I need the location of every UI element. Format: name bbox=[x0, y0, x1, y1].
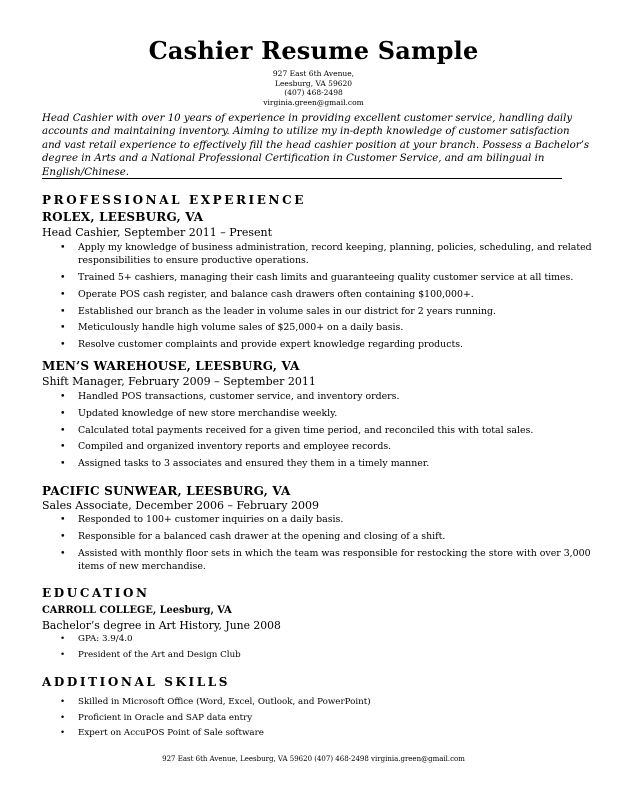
job-bullets bbox=[42, 241, 602, 355]
list-item: • Assigned tasks to 3 associates and ensured they them in a timely manner. bbox=[42, 457, 602, 470]
list-item: • Resolve customer complaints and provide expert knowledge regarding products. bbox=[42, 338, 602, 351]
list-item: • Established our branch as the leader in volume sales in our district for 2 years running. bbox=[42, 305, 602, 318]
school-name: CARROLL COLLEGE, Leesburg, VA bbox=[42, 605, 232, 616]
job-company: PACIFIC SUNWEAR, LEESBURG, VA bbox=[42, 484, 291, 498]
section-divider bbox=[42, 178, 562, 179]
list-item: • Skilled in Microsoft Office (Word, Excel, Outlook, and PowerPoint) bbox=[42, 696, 602, 708]
list-item: • Assisted with monthly floor sets in which the team was responsible for restocking the store with over 3,000 items of new merchandise. bbox=[42, 547, 602, 573]
experience-heading: PROFESSIONAL EXPERIENCE bbox=[42, 193, 306, 207]
list-item: • Updated knowledge of new store merchandise weekly. bbox=[42, 407, 602, 420]
list-item: • Apply my knowledge of business administration, record keeping, planning, policies, scheduling, and related responsibilities to ensure productive operations. bbox=[42, 241, 602, 267]
job-bullets bbox=[42, 513, 602, 577]
resume-title: Cashier Resume Sample bbox=[148, 36, 479, 65]
list-item: • Operate POS cash register, and balance cash drawers often containing $100,000+. bbox=[42, 288, 602, 301]
list-item: • Proficient in Oracle and SAP data entry bbox=[42, 712, 602, 724]
job-bullets bbox=[42, 390, 602, 474]
education-heading: EDUCATION bbox=[42, 586, 150, 600]
skills-bullets bbox=[42, 696, 602, 743]
job-role: Shift Manager, February 2009 – September 2011 bbox=[42, 375, 316, 388]
contact-block bbox=[0, 69, 627, 107]
list-item: • President of the Art and Design Club bbox=[42, 649, 602, 661]
skills-heading: ADDITIONAL SKILLS bbox=[42, 675, 231, 689]
summary-paragraph: Head Cashier with over 10 years of experience in providing excellent customer service, handling daily accounts and maintaining inventory. Aiming to utilize my in-depth knowledge of customer satisfaction and vast retail experience to effectively fill the head cashier position at your branch. Possess a Bachelor’s degree in Arts and a National Professional Certification in Customer Service, and am bilingual in English/Chinese. bbox=[42, 113, 590, 178]
list-item: • Responded to 100+ customer inquiries on a daily basis. bbox=[42, 513, 602, 526]
education-bullets bbox=[42, 633, 602, 664]
list-item: • Handled POS transactions, customer service, and inventory orders. bbox=[42, 390, 602, 403]
list-item: • Expert on AccuPOS Point of Sale software bbox=[42, 727, 602, 739]
list-item: • Responsible for a balanced cash drawer at the opening and closing of a shift. bbox=[42, 530, 602, 543]
degree-line: Bachelor’s degree in Art History, June 2008 bbox=[42, 619, 281, 632]
contact-phone: (407) 468-2498 bbox=[284, 88, 343, 98]
contact-email: virginia.green@gmail.com bbox=[263, 97, 364, 107]
job-role: Head Cashier, September 2011 – Present bbox=[42, 226, 273, 239]
job-role: Sales Associate, December 2006 – February 2009 bbox=[42, 499, 319, 512]
list-item: • Compiled and organized inventory reports and employee records. bbox=[42, 440, 602, 453]
list-item: • Calculated total payments received for a given time period, and reconciled this with total sales. bbox=[42, 424, 602, 437]
list-item: • GPA: 3.9/4.0 bbox=[42, 633, 602, 645]
job-company: ROLEX, LEESBURG, VA bbox=[42, 210, 204, 224]
page-footer: 927 East 6th Avenue, Leesburg, VA 59620 (407) 468-2498 virginia.green@gmail.com bbox=[162, 755, 465, 763]
contact-city: Leesburg, VA 59620 bbox=[274, 78, 353, 88]
list-item: • Meticulously handle high volume sales of $25,000+ on a daily basis. bbox=[42, 321, 602, 334]
job-company: MEN’S WAREHOUSE, LEESBURG, VA bbox=[42, 359, 300, 373]
contact-address: 927 East 6th Avenue, bbox=[272, 69, 355, 78]
list-item: • Trained 5+ cashiers, managing their cash limits and guaranteeing quality customer service at all times. bbox=[42, 271, 602, 284]
